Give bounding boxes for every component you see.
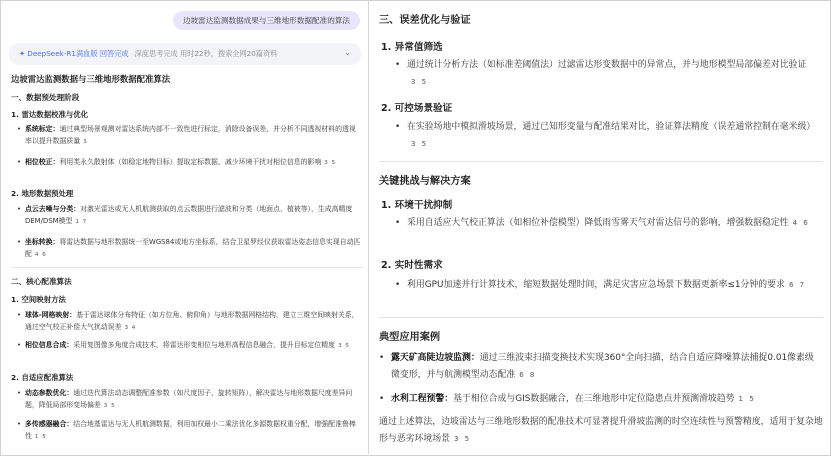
section-heading: 关键挑战与解决方案 [379, 176, 471, 187]
divider [379, 161, 823, 162]
list-item: • 在实验场地中模拟滑坡场景，通过已知形变量与配准结果对比，验证算法精度（误差通常控制在毫米级）3 5 [383, 119, 823, 152]
list-item: • 相位校正：利用类永久散射体（如稳定地物目标）提取定标数据，减少环境干扰对相位信息的影响 3 5 [11, 156, 361, 182]
citation-badge[interactable]: 1 7 [75, 219, 88, 226]
list-item: • 水利工程预警：基于相位合成与GIS数据融合，在三维地形中定位隐患点并预测滑坡趋势 1 5 [371, 391, 821, 408]
thinking-status-bar[interactable] [9, 43, 361, 65]
citation-badge[interactable]: 3 5 [103, 403, 116, 410]
citation-badge[interactable]: 3 5 [411, 139, 429, 148]
section-heading: 二、核心配准算法 [11, 277, 72, 286]
list-item: • 露天矿高陡边坡监测：通过三维波束扫描变换技术实现360°全向扫描，结合自适应降噪算法捕捉0.01像素级微变形，并与航测模型动态配准 6 8 [371, 350, 821, 383]
subsection-heading: 1. 空间映射方法 [11, 295, 66, 304]
citation-badge[interactable]: 3 5 [338, 343, 350, 349]
subsection-heading: 2. 可控场景验证 [381, 103, 453, 114]
list-item: • 坐标转换：将雷达数据与地形数据统一至WGS84或地方坐标系，结合卫星罗经仪获取雷达姿态信息实现自动匹配 4 6 [11, 236, 361, 262]
citation-badge[interactable]: 3 5 [411, 77, 429, 86]
subsection-heading: 1. 雷达数据校准与优化 [11, 110, 89, 119]
list-item: • 利用GPU加速并行计算技术，缩短数据处理时间，满足灾害应急场景下数据更新率≤1分钟的要求 6 7 [383, 277, 823, 294]
divider [11, 267, 363, 268]
citation-badge[interactable]: 6 8 [519, 370, 537, 379]
chat-pane-left [1, 1, 369, 454]
list-item: • 点云去噪与分类：对激光雷达或无人机航测获取的点云数据进行滤波和分类（地面点、植被等），生成高精度DEM/DSM模型 1 7 [11, 203, 361, 229]
answer-title: 边坡雷达监测数据与三维地形数据配准算法 [11, 74, 171, 84]
list-item: • 系统标定：通过典型场景观测对雷达系统内部不一致性进行标定，消除设备误差，并分析不同透视材料的透视率以提升数据质量 3 [11, 123, 361, 149]
section-heading: 三、误差优化与验证 [379, 15, 471, 26]
chevron-down-icon[interactable]: ⌄ [344, 48, 351, 57]
section-heading: 典型应用案例 [379, 332, 441, 343]
subsection-heading: 2. 实时性需求 [381, 260, 443, 271]
chat-pane-right [371, 1, 829, 454]
subsection-heading: 2. 地形数据预处理 [11, 189, 74, 198]
model-badge: ✦ DeepSeek-R1满血版 回答完成 [19, 49, 129, 58]
citation-badge[interactable]: 4 6 [34, 252, 47, 259]
section-heading: 一、数据预处理阶段 [11, 93, 80, 102]
citation-badge[interactable]: 1 5 [34, 434, 47, 441]
citation-badge[interactable]: 4 6 [792, 219, 810, 227]
list-item: • 采用自适应大气校正算法（如相位补偿模型）降低雨雪雾天气对雷达信号的影响，增强数据稳定性 4 6 [383, 215, 823, 232]
subsection-heading: 1. 环境干扰抑制 [381, 200, 453, 211]
list-item: • 多传感器融合：结合地基雷达与无人机航测数据，利用加权最小二乘法优化多源数据权重分配，增强配准鲁棒性 1 5 [11, 418, 361, 444]
citation-badge[interactable]: 3 5 [454, 434, 472, 443]
list-item: • 球体-网格映射：基于雷达球体分布特征（如方位角、俯仰角）与地形数据网格结构，建立三维空间映射关系，通过空气校正补偿大气扰动误差 3 4 [11, 309, 361, 335]
list-item: • 相位信息合成：采用复图像多角度合成技术，将雷达形变相位与地形高程信息融合，提升目标定位精度 3 5 [11, 339, 361, 365]
list-item: • 动态参数优化：通过迭代算法动态调整配准参数（如尺度因子、旋转矩阵），解决雷达与地形数据尺度差异问题，降低局部形变场偏差 3 5 [11, 387, 361, 413]
summary-paragraph: 通过上述算法，边坡雷达与三维地形数据的配准技术可显著提升滑坡监测的时空连续性与预警精度，适用于复杂地形与恶劣环境场景 3 5 [379, 414, 823, 447]
list-item: • 通过统计分析方法（如标准差阈值法）过滤雷达形变数据中的异常点，并与地形模型局部偏差对比验证3 5 [383, 57, 823, 90]
citation-badge[interactable]: 3 4 [124, 325, 137, 332]
citation-badge[interactable]: 6 7 [788, 281, 807, 289]
subsection-heading: 1. 异常值筛选 [381, 42, 443, 53]
thinking-status-text: 深度思考完成 用时22秒，搜索全网20篇资料 [134, 49, 278, 58]
citation-badge[interactable]: 1 5 [738, 395, 756, 403]
user-message-bubble: 边坡雷达监测数据成果与三维地形数据配准的算法 [173, 11, 360, 30]
subsection-heading: 2. 自适应配准算法 [11, 373, 74, 382]
citation-badge[interactable]: 3 5 [324, 160, 337, 166]
divider [379, 317, 823, 318]
citation-badge[interactable]: 3 [83, 139, 88, 146]
